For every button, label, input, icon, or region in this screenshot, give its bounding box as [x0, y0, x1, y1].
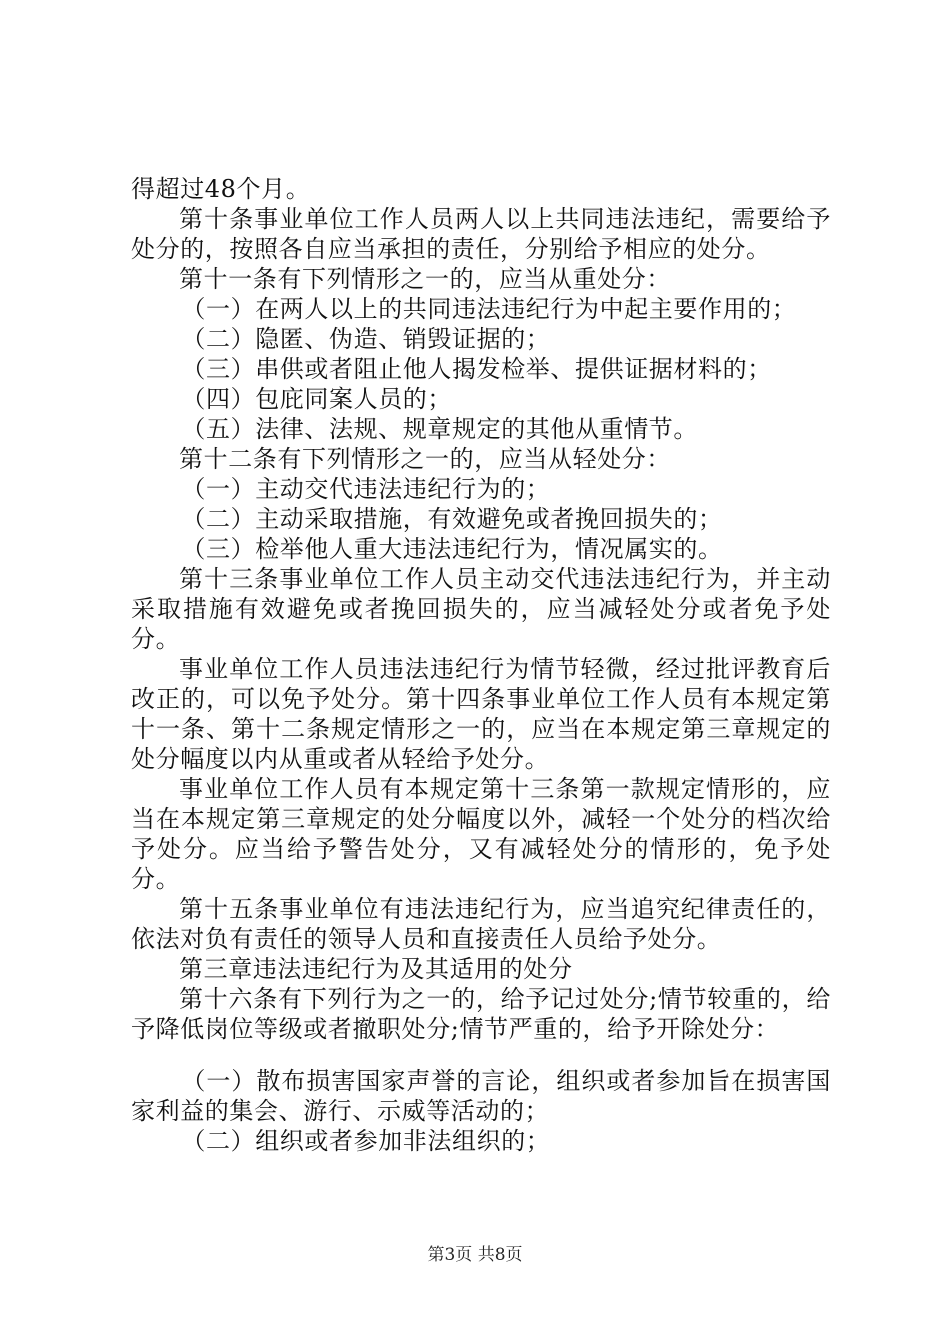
paragraph-article-10: 第十条事业单位工作人员两人以上共同违法违纪，需要给予处分的，按照各自应当承担的责任，分别给予相应的处分。: [131, 205, 831, 263]
list-item-16-1: （一）散布损害国家声誉的言论，组织或者参加旨在损害国家利益的集会、游行、示威等活动的；: [131, 1067, 831, 1125]
paragraph-continuation: 得超过48个月。: [131, 175, 311, 203]
document-body: [131, 174, 831, 1156]
list-item-11-5: （五）法律、法规、规章规定的其他从重情节。: [181, 415, 698, 443]
paragraph-article-14-cont: 事业单位工作人员有本规定第十三条第一款规定情形的，应当在本规定第三章规定的处分幅度以外，减轻一个处分的档次给予处分。应当给予警告处分，又有减轻处分的情形的，免予处分。: [131, 775, 831, 893]
list-item-11-3: （三）串供或者阻止他人揭发检举、提供证据材料的；: [181, 355, 772, 383]
paragraph-spacer: [131, 1044, 831, 1066]
paragraph-article-13: 第十三条事业单位工作人员主动交代违法违纪行为，并主动采取措施有效避免或者挽回损失的，应当减轻处分或者免予处分。: [131, 565, 831, 653]
list-item-12-3: （三）检举他人重大违法违纪行为，情况属实的。: [181, 535, 723, 563]
list-item-11-4: （四）包庇同案人员的；: [181, 385, 452, 413]
paragraph-article-11: 第十一条有下列情形之一的，应当从重处分：: [179, 265, 671, 293]
chapter-heading: 第三章违法违纪行为及其适用的处分: [179, 955, 573, 983]
paragraph-article-13-cont: 事业单位工作人员违法违纪行为情节轻微，经过批评教育后改正的，可以免予处分。第十四条事业单位工作人员有本规定第十一条、第十二条规定情形之一的，应当在本规定第三章规定的处分幅度以内从重或者从轻给予处分。: [131, 655, 831, 773]
paragraph-article-12: 第十二条有下列情形之一的，应当从轻处分：: [179, 445, 671, 473]
list-item-16-2: （二）组织或者参加非法组织的；: [181, 1127, 551, 1155]
list-item-12-2: （二）主动采取措施，有效避免或者挽回损失的；: [181, 505, 723, 533]
list-item-12-1: （一）主动交代违法违纪行为的；: [181, 475, 551, 503]
list-item-11-1: （一）在两人以上的共同违法违纪行为中起主要作用的；: [181, 295, 797, 323]
paragraph-article-15: 第十五条事业单位有违法违纪行为，应当追究纪律责任的，依法对负有责任的领导人员和直接责任人员给予处分。: [131, 895, 831, 953]
paragraph-article-16: 第十六条有下列行为之一的，给予记过处分;情节较重的，给予降低岗位等级或者撤职处分;情节严重的，给予开除处分：: [131, 985, 831, 1043]
page-number-footer: 第3页 共8页: [427, 1245, 523, 1265]
list-item-11-2: （二）隐匿、伪造、销毁证据的；: [181, 325, 551, 353]
